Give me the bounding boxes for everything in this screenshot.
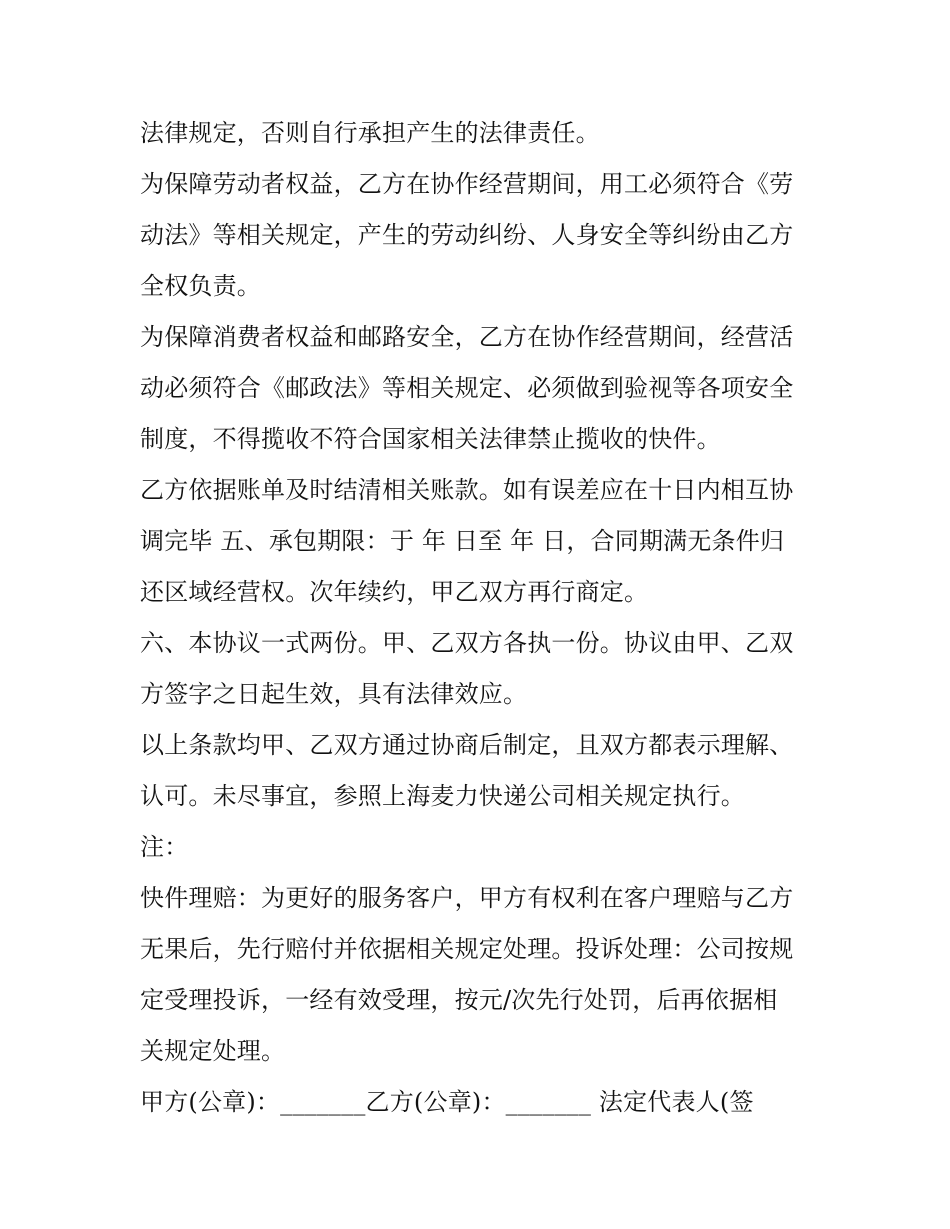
text-line: 以上条款均甲、乙双方通过协商后制定，且双方都表示理解、 <box>140 731 794 759</box>
text-line: 动法》等相关规定，产生的劳动纠纷、人身安全等纠纷由乙方 <box>140 221 794 249</box>
text-line: 快件理赔：为更好的服务客户，甲方有权利在客户理赔与乙方 <box>140 884 794 912</box>
text-line: 动必须符合《邮政法》等相关规定、必须做到验视等各项安全 <box>140 374 794 402</box>
text-line: 还区域经营权。次年续约，甲乙双方再行商定。 <box>140 578 649 606</box>
text-line: 制度，不得揽收不符合国家相关法律禁止揽收的快件。 <box>140 425 721 453</box>
text-line: 六、本协议一式两份。甲、乙双方各执一份。协议由甲、乙双 <box>140 629 794 657</box>
signature-line: 甲方(公章)：_______乙方(公章)：_______ 法定代表人(签 <box>140 1088 754 1116</box>
text-line: 关规定处理。 <box>140 1037 286 1065</box>
text-line: 调完毕 五、承包期限：于 年 日至 年 日，合同期满无条件归 <box>140 527 785 555</box>
text-line: 为保障消费者权益和邮路安全，乙方在协作经营期间，经营活 <box>140 323 794 351</box>
document-body <box>140 108 820 1128</box>
text-line: 乙方依据账单及时结清相关账款。如有误差应在十日内相互协 <box>140 476 794 504</box>
text-line: 认可。未尽事宜，参照上海麦力快递公司相关规定执行。 <box>140 782 745 810</box>
text-line: 无果后，先行赔付并依据相关规定处理。投诉处理：公司按规 <box>140 935 794 963</box>
text-line: 方签字之日起生效，具有法律效应。 <box>140 680 528 708</box>
text-line: 法律规定，否则自行承担产生的法律责任。 <box>140 119 600 147</box>
text-line: 全权负责。 <box>140 272 261 300</box>
text-line: 注： <box>140 833 189 861</box>
text-line: 定受理投诉，一经有效受理，按元/次先行处罚，后再依据相 <box>140 986 778 1014</box>
text-line: 为保障劳动者权益，乙方在协作经营期间，用工必须符合《劳 <box>140 170 794 198</box>
